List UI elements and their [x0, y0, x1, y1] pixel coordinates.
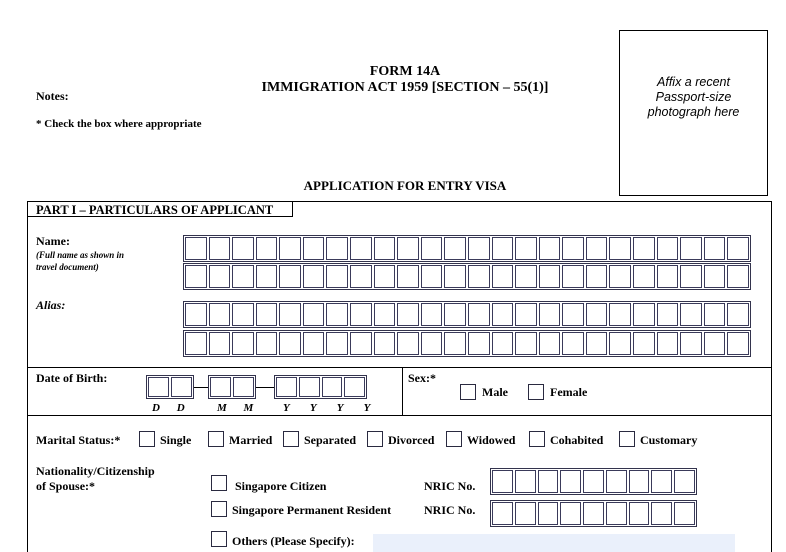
- character-cell[interactable]: [560, 470, 581, 493]
- character-cell[interactable]: [606, 502, 627, 525]
- character-cell[interactable]: [397, 303, 419, 326]
- character-cell[interactable]: [515, 303, 537, 326]
- form-number: FORM 14A: [369, 64, 441, 79]
- character-cell[interactable]: [232, 332, 254, 355]
- character-cell[interactable]: [185, 332, 207, 355]
- character-cell[interactable]: [586, 265, 608, 288]
- character-cell[interactable]: [704, 237, 726, 260]
- character-cell[interactable]: [586, 332, 608, 355]
- character-cell[interactable]: [279, 265, 301, 288]
- character-cell[interactable]: [651, 502, 672, 525]
- character-cell[interactable]: [680, 303, 702, 326]
- spouse-singapore-citizen-checkbox[interactable]: [211, 475, 227, 491]
- character-cell[interactable]: [303, 332, 325, 355]
- divider-after-dob: [27, 415, 772, 416]
- name-input-row1[interactable]: [183, 235, 751, 262]
- character-cell[interactable]: [185, 265, 207, 288]
- dob-dd-caption: D D: [152, 402, 192, 414]
- character-cell[interactable]: [727, 332, 749, 355]
- marital-divorced-checkbox[interactable]: [367, 431, 383, 447]
- character-cell[interactable]: [629, 502, 650, 525]
- character-cell[interactable]: [633, 332, 655, 355]
- character-cell[interactable]: [633, 237, 655, 260]
- character-cell[interactable]: [209, 265, 231, 288]
- dob-day-input[interactable]: [146, 375, 194, 399]
- character-cell[interactable]: [444, 332, 466, 355]
- spouse-singapore-citizen-label: Singapore Citizen: [235, 479, 327, 493]
- photo-instruction-line2: Passport-size: [655, 90, 732, 104]
- character-cell[interactable]: [279, 237, 301, 260]
- character-cell[interactable]: [704, 303, 726, 326]
- marital-widowed-label: Widowed: [467, 433, 516, 447]
- character-cell[interactable]: [492, 237, 514, 260]
- character-cell[interactable]: [492, 303, 514, 326]
- application-title: APPLICATION FOR ENTRY VISA: [303, 178, 507, 193]
- character-cell[interactable]: [539, 303, 561, 326]
- character-cell[interactable]: [539, 237, 561, 260]
- character-cell[interactable]: [350, 332, 372, 355]
- character-cell[interactable]: [515, 237, 537, 260]
- character-cell[interactable]: [606, 470, 627, 493]
- character-cell[interactable]: [256, 237, 278, 260]
- character-cell[interactable]: [680, 237, 702, 260]
- character-cell[interactable]: [629, 470, 650, 493]
- character-cell[interactable]: [562, 237, 584, 260]
- character-cell[interactable]: [209, 303, 231, 326]
- character-cell[interactable]: [421, 332, 443, 355]
- spouse-nationality-label-line2: of Spouse:*: [36, 479, 96, 493]
- character-cell[interactable]: [185, 303, 207, 326]
- character-cell[interactable]: [633, 303, 655, 326]
- sex-label: Sex:*: [408, 371, 436, 385]
- character-cell[interactable]: [397, 332, 419, 355]
- character-cell[interactable]: [704, 332, 726, 355]
- character-cell[interactable]: [171, 377, 192, 397]
- character-cell[interactable]: [444, 265, 466, 288]
- character-cell[interactable]: [704, 265, 726, 288]
- marital-married-label: Married: [229, 433, 273, 447]
- notes-label: Notes:: [36, 89, 69, 103]
- character-cell[interactable]: [657, 332, 679, 355]
- character-cell[interactable]: [322, 377, 343, 397]
- character-cell[interactable]: [727, 265, 749, 288]
- character-cell[interactable]: [515, 332, 537, 355]
- dob-year-input[interactable]: [274, 375, 367, 399]
- dob-dash-2: [256, 387, 274, 388]
- character-cell[interactable]: [256, 265, 278, 288]
- character-cell[interactable]: [492, 470, 513, 493]
- character-cell[interactable]: [609, 303, 631, 326]
- marital-widowed-checkbox[interactable]: [446, 431, 462, 447]
- spouse-others-label: Others (Please Specify):: [232, 534, 355, 548]
- character-cell[interactable]: [538, 470, 559, 493]
- character-cell[interactable]: [468, 237, 490, 260]
- sex-male-label: Male: [482, 385, 508, 399]
- character-cell[interactable]: [210, 377, 231, 397]
- frame-right-line: [771, 201, 772, 552]
- character-cell[interactable]: [232, 265, 254, 288]
- character-cell[interactable]: [421, 303, 443, 326]
- character-cell[interactable]: [209, 237, 231, 260]
- sex-female-label: Female: [550, 385, 588, 399]
- character-cell[interactable]: [727, 237, 749, 260]
- character-cell[interactable]: [515, 470, 536, 493]
- dob-dash-1: [194, 387, 208, 388]
- character-cell[interactable]: [727, 303, 749, 326]
- spouse-pr-label: Singapore Permanent Resident: [232, 503, 392, 517]
- character-cell[interactable]: [492, 332, 514, 355]
- photo-instruction-line1: Affix a recent: [657, 75, 730, 89]
- character-cell[interactable]: [674, 470, 695, 493]
- sex-female-checkbox[interactable]: [528, 384, 544, 400]
- character-cell[interactable]: [326, 265, 348, 288]
- character-cell[interactable]: [651, 470, 672, 493]
- name-hint-line1: (Full name as shown in: [36, 250, 125, 260]
- character-cell[interactable]: [276, 377, 297, 397]
- character-cell[interactable]: [492, 502, 513, 525]
- photo-box[interactable]: [619, 30, 768, 196]
- nric-label-citizen: NRIC No.: [424, 479, 476, 493]
- character-cell[interactable]: [374, 303, 396, 326]
- character-cell[interactable]: [232, 303, 254, 326]
- marital-single-checkbox[interactable]: [139, 431, 155, 447]
- dob-yyyy-caption: Y Y Y Y: [283, 402, 380, 414]
- nric-input-pr[interactable]: [490, 500, 697, 527]
- alias-label: Alias:: [36, 298, 66, 312]
- character-cell[interactable]: [374, 332, 396, 355]
- character-cell[interactable]: [256, 303, 278, 326]
- character-cell[interactable]: [586, 237, 608, 260]
- character-cell[interactable]: [397, 237, 419, 260]
- nric-input-citizen[interactable]: [490, 468, 697, 495]
- divider-after-alias: [27, 367, 772, 368]
- marital-status-label: Marital Status:*: [36, 433, 121, 447]
- character-cell[interactable]: [657, 237, 679, 260]
- alias-input-row1[interactable]: [183, 301, 751, 328]
- form-act-title: IMMIGRATION ACT 1959 [SECTION – 55(1)]: [261, 80, 549, 95]
- name-label: Name:: [36, 234, 70, 248]
- character-cell[interactable]: [303, 265, 325, 288]
- marital-separated-checkbox[interactable]: [283, 431, 299, 447]
- character-cell[interactable]: [492, 265, 514, 288]
- character-cell[interactable]: [303, 303, 325, 326]
- spouse-others-checkbox[interactable]: [211, 531, 227, 547]
- character-cell[interactable]: [609, 332, 631, 355]
- character-cell[interactable]: [560, 502, 581, 525]
- character-cell[interactable]: [421, 265, 443, 288]
- character-cell[interactable]: [538, 502, 559, 525]
- character-cell[interactable]: [233, 377, 254, 397]
- character-cell[interactable]: [444, 237, 466, 260]
- character-cell[interactable]: [232, 237, 254, 260]
- character-cell[interactable]: [562, 303, 584, 326]
- character-cell[interactable]: [350, 303, 372, 326]
- sex-male-checkbox[interactable]: [460, 384, 476, 400]
- frame-top-line: [27, 201, 772, 202]
- character-cell[interactable]: [326, 237, 348, 260]
- character-cell[interactable]: [680, 332, 702, 355]
- spouse-nationality-label-line1: Nationality/Citizenship: [36, 464, 155, 478]
- character-cell[interactable]: [326, 332, 348, 355]
- marital-married-checkbox[interactable]: [208, 431, 224, 447]
- character-cell[interactable]: [562, 265, 584, 288]
- spouse-pr-checkbox[interactable]: [211, 501, 227, 517]
- dob-mm-caption: M M: [217, 402, 261, 414]
- character-cell[interactable]: [326, 303, 348, 326]
- character-cell[interactable]: [209, 332, 231, 355]
- character-cell[interactable]: [674, 502, 695, 525]
- character-cell[interactable]: [583, 502, 604, 525]
- character-cell[interactable]: [374, 237, 396, 260]
- part-title-divider: [292, 201, 293, 217]
- character-cell[interactable]: [562, 332, 584, 355]
- character-cell[interactable]: [468, 265, 490, 288]
- character-cell[interactable]: [421, 237, 443, 260]
- photo-instruction-line3: photograph here: [647, 105, 740, 119]
- dob-month-input[interactable]: [208, 375, 256, 399]
- character-cell[interactable]: [299, 377, 320, 397]
- character-cell[interactable]: [279, 332, 301, 355]
- character-cell[interactable]: [350, 237, 372, 260]
- character-cell[interactable]: [468, 303, 490, 326]
- character-cell[interactable]: [539, 332, 561, 355]
- character-cell[interactable]: [539, 265, 561, 288]
- character-cell[interactable]: [657, 265, 679, 288]
- marital-separated-label: Separated: [304, 433, 356, 447]
- character-cell[interactable]: [680, 265, 702, 288]
- alias-input-row2[interactable]: [183, 330, 751, 357]
- character-cell[interactable]: [344, 377, 365, 397]
- frame-left-line: [27, 201, 28, 552]
- marital-cohabited-label: Cohabited: [550, 433, 604, 447]
- name-input-row2[interactable]: [183, 263, 751, 290]
- character-cell[interactable]: [657, 303, 679, 326]
- character-cell[interactable]: [185, 237, 207, 260]
- character-cell[interactable]: [444, 303, 466, 326]
- character-cell[interactable]: [279, 303, 301, 326]
- character-cell[interactable]: [468, 332, 490, 355]
- character-cell[interactable]: [515, 265, 537, 288]
- character-cell[interactable]: [303, 237, 325, 260]
- dob-sex-divider: [402, 367, 403, 416]
- marital-customary-label: Customary: [640, 433, 698, 447]
- nric-label-pr: NRIC No.: [424, 503, 476, 517]
- notes-text: * Check the box where appropriate: [36, 118, 202, 130]
- character-cell[interactable]: [397, 265, 419, 288]
- character-cell[interactable]: [609, 265, 631, 288]
- character-cell[interactable]: [148, 377, 169, 397]
- character-cell[interactable]: [256, 332, 278, 355]
- character-cell[interactable]: [586, 303, 608, 326]
- marital-customary-checkbox[interactable]: [619, 431, 635, 447]
- marital-cohabited-checkbox[interactable]: [529, 431, 545, 447]
- spouse-others-specify-input[interactable]: [373, 534, 735, 552]
- part1-title: PART I – PARTICULARS OF APPLICANT: [36, 203, 274, 217]
- marital-single-label: Single: [160, 433, 192, 447]
- character-cell[interactable]: [350, 265, 372, 288]
- character-cell[interactable]: [633, 265, 655, 288]
- character-cell[interactable]: [515, 502, 536, 525]
- marital-divorced-label: Divorced: [388, 433, 435, 447]
- dob-label: Date of Birth:: [36, 371, 108, 385]
- name-hint-line2: travel document): [36, 262, 99, 272]
- character-cell[interactable]: [583, 470, 604, 493]
- character-cell[interactable]: [374, 265, 396, 288]
- character-cell[interactable]: [609, 237, 631, 260]
